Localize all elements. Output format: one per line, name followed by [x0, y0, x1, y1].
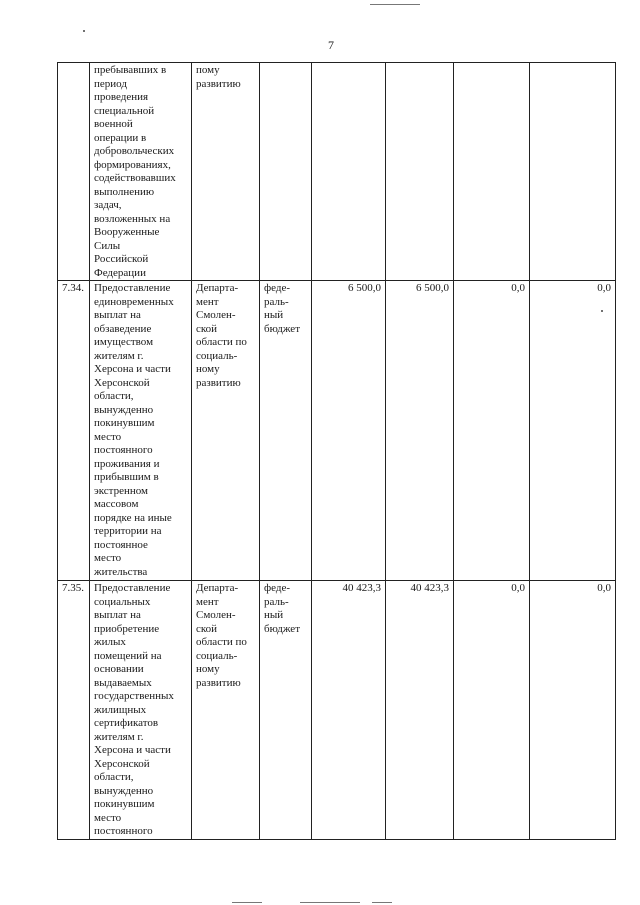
amount-total-cell: 40 423,3 — [312, 581, 386, 840]
amount-year2-cell: 0,0 — [454, 581, 530, 840]
table-row — [58, 281, 616, 581]
amount-total-cell — [312, 63, 386, 281]
funding-source-cell: феде- раль- ный бюджет — [260, 581, 312, 840]
amount-year1-cell — [386, 63, 454, 281]
row-number-cell: 7.34. — [58, 281, 90, 581]
page-number: 7 — [328, 38, 334, 52]
amount-total-cell: 6 500,0 — [312, 281, 386, 581]
row-number-cell: 7.35. — [58, 581, 90, 840]
executor-cell: Департа- мент Смолен- ской области по социаль- ному развитию — [192, 581, 260, 840]
row-number-cell — [58, 63, 90, 281]
scan-artifact-line — [232, 902, 262, 903]
scan-artifact-line — [370, 4, 420, 5]
amount-year2-cell — [454, 63, 530, 281]
measure-name-cell: Предоставление единовременных выплат на обзаведение имуществом жителям г. Херсона и части Херсонской области, вынужденно покинувшим место постоянного проживания и прибывшим в экстренном массовом порядке на иные территории на постоянное место жительства — [90, 281, 192, 581]
program-table — [57, 62, 616, 840]
scan-artifact-line — [372, 902, 392, 903]
amount-year3-cell: 0,0 — [530, 581, 616, 840]
scan-artifact-line — [300, 902, 360, 903]
executor-cell: Департа- мент Смолен- ской области по социаль- ному развитию — [192, 281, 260, 581]
amount-year3-cell — [530, 63, 616, 281]
scan-speck — [83, 30, 85, 32]
amount-year3-cell: 0,0 — [530, 281, 616, 581]
amount-year1-cell: 40 423,3 — [386, 581, 454, 840]
funding-source-cell — [260, 63, 312, 281]
amount-year2-cell: 0,0 — [454, 281, 530, 581]
measure-name-cell: пребывавших в период проведения специальной военной операции в добровольческих формированиях, содействовавших выполнению задач, возложенных на Вооруженные Силы Российской Федерации — [90, 63, 192, 281]
amount-year1-cell: 6 500,0 — [386, 281, 454, 581]
table-row — [58, 581, 616, 840]
funding-source-cell: феде- раль- ный бюджет — [260, 281, 312, 581]
scan-speck — [601, 310, 603, 312]
measure-name-cell: Предоставление социальных выплат на приобретение жилых помещений на основании выдаваемых государственных жилищных сертификатов жителям г. Херсона и части Херсонской области, вынужденно покинувшим место постоянного — [90, 581, 192, 840]
table-row — [58, 63, 616, 281]
executor-cell: пому развитию — [192, 63, 260, 281]
